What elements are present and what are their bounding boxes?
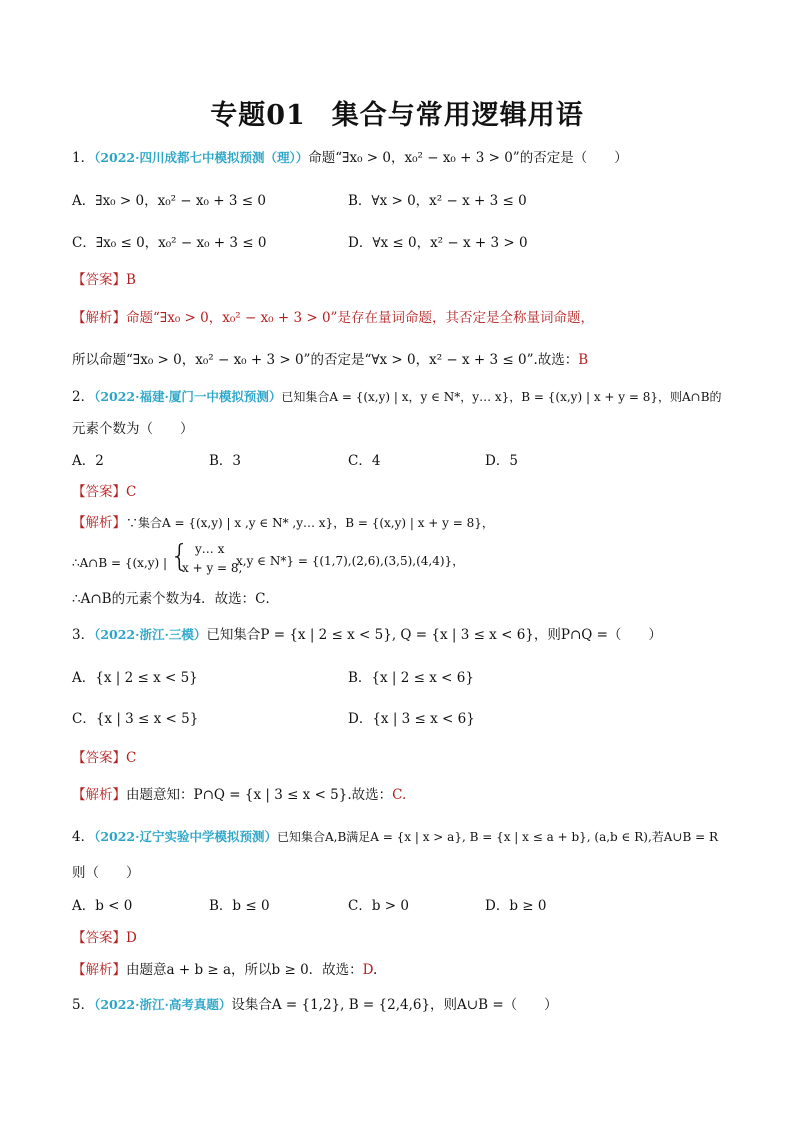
question-text: 已知集合A,B满足A = {x | x > a}, B = {x | x ≤ a + b}, (a,b ∈ R),若A∪B = R <box>277 830 719 844</box>
system-line-2: x + y = 8, <box>182 561 243 575</box>
option-c: C．∃x₀ ≤ 0，x₀² − x₀ + 3 ≤ 0 <box>72 235 267 251</box>
option-d: D．b ≥ 0 <box>485 898 547 914</box>
analysis-line-2 <box>72 351 588 369</box>
question-1-stem <box>72 149 628 167</box>
analysis-text: 由题意a + b ≥ a，所以b ≥ 0．故选： <box>126 962 363 978</box>
option-a: A．b < 0 <box>72 898 133 914</box>
option-b: B．3 <box>209 453 242 469</box>
question-text: 命题“∃x₀ > 0，x₀² − x₀ + 3 > 0”的否定是（ ） <box>308 150 628 166</box>
analysis-answer: C. <box>392 787 407 803</box>
answer-line <box>72 271 136 289</box>
question-source: （2022·浙江·三模） <box>94 627 207 642</box>
question-text: 设集合A = {1,2}, B = {2,4,6}，则A∪B =（ ） <box>231 997 558 1013</box>
option-b: B．∀x > 0，x² − x + 3 ≤ 0 <box>348 193 527 209</box>
analysis-label: 【解析】 <box>72 787 126 803</box>
answer-label: 【答案】 <box>72 484 126 500</box>
analysis-line-3: ∴A∩B的元素个数为4．故选：C． <box>72 591 279 607</box>
question-4-stem <box>72 828 718 846</box>
option-c: C．b > 0 <box>348 898 409 914</box>
system-brace: { <box>170 539 190 574</box>
question-5-stem <box>72 996 558 1014</box>
option-d: D．∀x ≤ 0，x² − x + 3 > 0 <box>348 235 528 251</box>
question-text: 已知集合P = {x | 2 ≤ x < 5}, Q = {x | 3 ≤ x < 6}，则P∩Q =（ ） <box>206 627 662 643</box>
analysis-label: 【解析】 <box>72 515 126 531</box>
analysis-label: 【解析】 <box>72 962 126 978</box>
option-c: C．4 <box>348 453 381 469</box>
analysis-label: 【解析】 <box>72 310 126 326</box>
question-number: 2． <box>72 389 95 405</box>
answer-label: 【答案】 <box>72 272 126 288</box>
answer-label: 【答案】 <box>72 750 126 766</box>
question-source: （2022·福建·厦门一中模拟预测） <box>94 389 282 404</box>
question-2-stem <box>72 388 722 406</box>
answer-value: B <box>126 272 136 288</box>
question-2-stem-cont: 元素个数为（ ） <box>72 421 194 437</box>
question-3-stem <box>72 626 662 644</box>
analysis-text: 命题“∃x₀ > 0，x₀² − x₀ + 3 > 0”是存在量词命题，其否定是全称量词命题， <box>126 310 594 326</box>
option-b: B．b ≤ 0 <box>209 898 270 914</box>
answer-label: 【答案】 <box>72 930 126 946</box>
title-topic-name: 集合与常用逻辑用语 <box>331 100 584 131</box>
answer-value: C <box>126 484 137 500</box>
question-source: （2022·辽宁实验中学模拟预测） <box>94 829 277 844</box>
answer-value: D <box>126 930 137 946</box>
analysis-answer: D <box>362 962 373 978</box>
option-c: C．{x | 3 ≤ x < 5} <box>72 711 199 727</box>
answer-line <box>72 749 136 767</box>
question-number: 1． <box>72 150 95 166</box>
option-d: D．5 <box>485 453 518 469</box>
option-a: A．2 <box>72 453 104 469</box>
system-tail: x,y ∈ N*} = {(1,7),(2,6),(3,5),(4,4)}， <box>236 554 465 568</box>
option-a: A．{x | 2 ≤ x < 5} <box>72 670 198 686</box>
analysis-answer: B <box>578 352 589 368</box>
option-a: A．∃x₀ > 0，x₀² − x₀ + 3 ≤ 0 <box>72 193 266 209</box>
analysis-line-1 <box>72 514 494 532</box>
analysis-line-2-lead: ∴A∩B = {(x,y) | <box>72 556 168 570</box>
page-title <box>0 96 794 136</box>
answer-line <box>72 929 137 947</box>
analysis-line-1 <box>72 786 406 804</box>
question-source: （2022·浙江·高考真题） <box>94 997 232 1012</box>
question-source: （2022·四川成都七中模拟预测（理）） <box>94 150 309 165</box>
question-text: 已知集合A = {(x,y) | x，y ∈ N*，y… x}，B = {(x,y) | x + y = 8}，则A∩B的 <box>281 390 722 404</box>
answer-value: C <box>126 750 137 766</box>
question-4-stem-cont: 则（ ） <box>72 865 140 881</box>
question-number: 4． <box>72 829 95 845</box>
analysis-line-1 <box>72 309 594 327</box>
system-line-1: y… x <box>195 542 225 556</box>
answer-line <box>72 483 136 501</box>
analysis-period: . <box>373 962 378 978</box>
analysis-text: 所以命题“∃x₀ > 0，x₀² − x₀ + 3 > 0”的否定是“∀x > 0，x² − x + 3 ≤ 0”.故选： <box>72 352 579 368</box>
title-topic-number: 专题01 <box>210 100 306 131</box>
analysis-text: ∵集合A = {(x,y) | x ,y ∈ N* ,y… x}，B = {(x,y) | x + y = 8}， <box>126 516 494 530</box>
question-number: 3． <box>72 627 95 643</box>
analysis-text: 由题意知：P∩Q = {x | 3 ≤ x < 5}.故选： <box>126 787 393 803</box>
analysis-line-1 <box>72 961 377 979</box>
option-d: D．{x | 3 ≤ x < 6} <box>348 711 475 727</box>
question-number: 5． <box>72 997 95 1013</box>
option-b: B．{x | 2 ≤ x < 6} <box>348 670 474 686</box>
